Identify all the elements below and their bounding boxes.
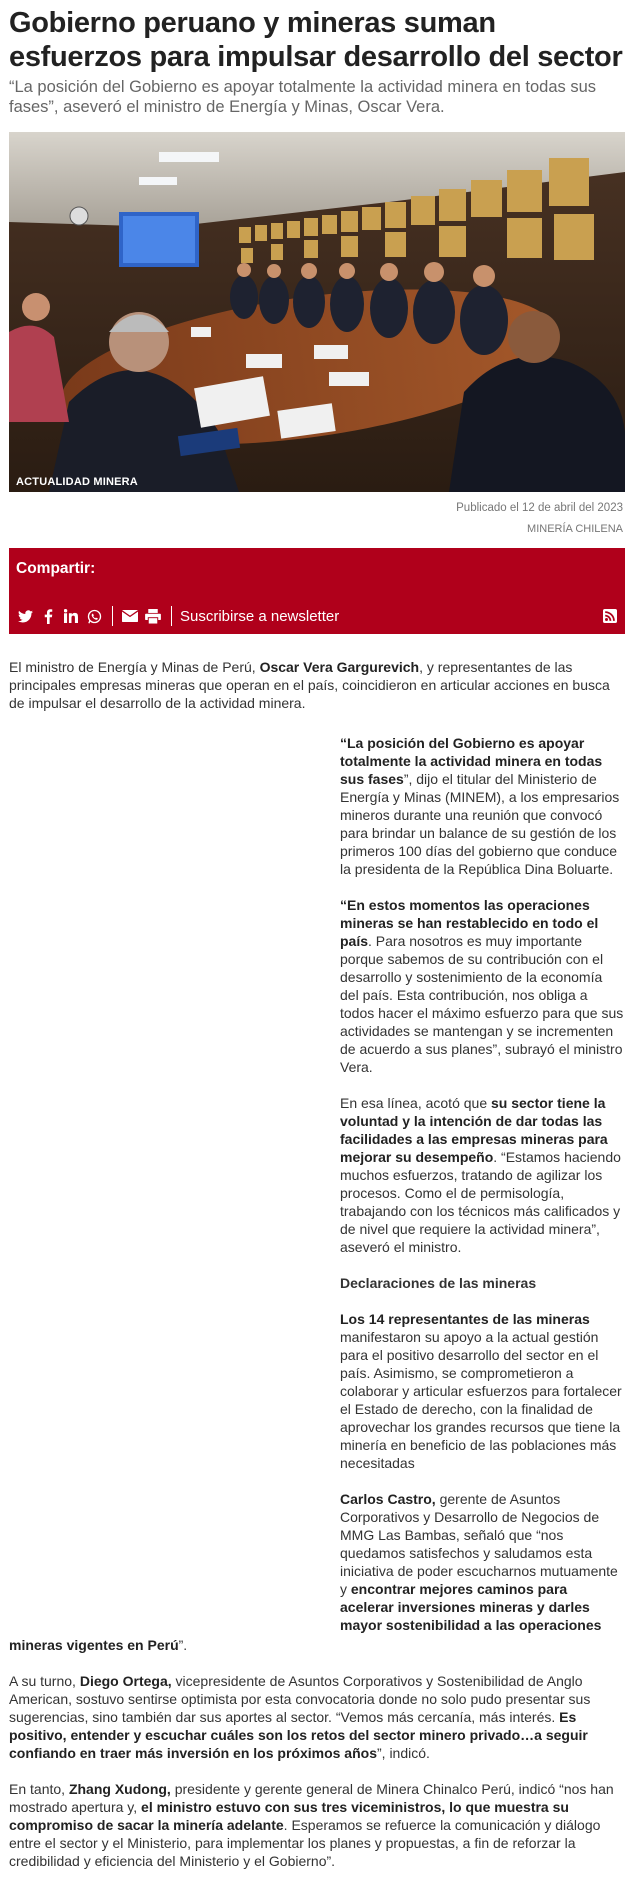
meeting-room-illustration (9, 132, 625, 492)
twitter-icon[interactable] (16, 607, 34, 625)
article-column (340, 734, 624, 1634)
newsletter-subscribe-link[interactable]: Suscribirse a newsletter (180, 607, 340, 625)
article-headline: Gobierno peruano y mineras suman esfuerzos para impulsar desarrollo del sector (9, 7, 623, 73)
hero-category-tag[interactable]: ACTUALIDAD MINERA (16, 476, 138, 488)
paragraph: “En estos momentos las operaciones mineras se han restablecido en todo el país. Para nosotros es muy importante porque sabemos de su contribución con el desarrollo y sostenimiento de la economía del país. Esta contribución, nos obliga a todos hacer el máximo esfuerzo para que sus actividades se mantengan y se incrementen de acuerdo a sus planes”, subrayó el ministro Vera. (340, 897, 624, 1075)
paragraph: A su turno, Diego Ortega, vicepresidente de Asuntos Corporativos y Sostenibilidad de Anglo American, sostuvo sentirse optimista por esta convocatoria donde no solo pudo presentar sus sugerencias, sino también dar sus aportes al sector. “Vemos más cercanía, más interés. Es positivo, entender y escuchar cuáles son los retos del sector minero privado…a seguir confiando en traer más inversión en los próximos años”, indicó. (9, 1673, 591, 1761)
paragraph-continuation: mineras vigentes en Perú”. (9, 1637, 188, 1653)
published-date: Publicado el 12 de abril del 2023 (456, 502, 623, 514)
whatsapp-icon[interactable] (85, 607, 103, 625)
article-subheadline: “La posición del Gobierno es apoyar totalmente la actividad minera en todas sus fases”, aseveró el ministro de Energía y Minas, Oscar Vera. (9, 78, 597, 116)
paragraph: En esa línea, acotó que su sector tiene la voluntad y la intención de dar todas las facilidades a las empresas mineras para mejorar su desempeño. “Estamos haciendo muchos esfuerzos, tratando de agilizar los procesos. Como el de permisología, trabajando con los técnicos más calificados y de nivel que requiere la actividad minera”, aseveró el ministro. (340, 1095, 621, 1255)
paragraph: “La posición del Gobierno es apoyar totalmente la actividad minera en todas sus fases”, dijo el titular del Ministerio de Energía y Minas (MINEM), a los empresarios mineros durante una reunión que convocó para brindar un balance de su gestión de los primeros 100 días del gobierno que conduce la presidenta de la República Dina Boluarte. (340, 735, 620, 877)
email-icon[interactable] (121, 607, 139, 625)
linkedin-icon[interactable] (62, 607, 80, 625)
paragraph: Carlos Castro, gerente de Asuntos Corporativos y Desarrollo de Negocios de MMG Las Bambas, señaló que “nos quedamos satisfechos y saludamos esta iniciativa de poder escucharnos mutuamente y encontrar mejores caminos para acelerar inversiones mineras y darles mayor sostenibilidad a las operaciones (340, 1491, 618, 1633)
print-icon[interactable] (144, 607, 162, 625)
article-intro: El ministro de Energía y Minas de Perú, Oscar Vera Gargurevich, y representantes de las principales empresas mineras que operan en el país, coincidieron en articular acciones en busca de impulsar el desarrollo de la actividad minera. (9, 659, 610, 711)
paragraph: Los 14 representantes de las mineras manifestaron su apoyo a la actual gestión para el positivo desarrollo del sector en el país. Asimismo, se comprometieron a colaborar y articular esfuerzos para fortalecer el Estado de derecho, con la finalidad de aprovechar los grandes recursos que tiene la minería en beneficio de las poblaciones más necesitadas (340, 1311, 622, 1471)
rss-icon[interactable] (603, 609, 617, 628)
article-source: MINERÍA CHILENA (527, 523, 623, 535)
share-icons-row (16, 604, 339, 628)
share-title: Compartir: (16, 560, 96, 577)
share-bar (9, 548, 625, 634)
paragraph: En tanto, Zhang Xudong, presidente y gerente general de Minera Chinalco Perú, indicó “nos han mostrado apertura y, el ministro estuvo con sus tres viceministros, lo que muestra su compromiso de sacar la minería adelante. Esperamos se refuerce la comunicación y diálogo entre el sector y el Ministerio, para implementar los planes y propuestas, a fin de reforzar la credibilidad y eficiencia del Ministerio y el Gobierno”. (9, 1781, 614, 1869)
share-divider (171, 606, 172, 626)
hero-photo[interactable] (9, 132, 625, 492)
share-divider (112, 606, 113, 626)
facebook-icon[interactable] (39, 607, 57, 625)
section-title: Declaraciones de las mineras (340, 1275, 537, 1291)
